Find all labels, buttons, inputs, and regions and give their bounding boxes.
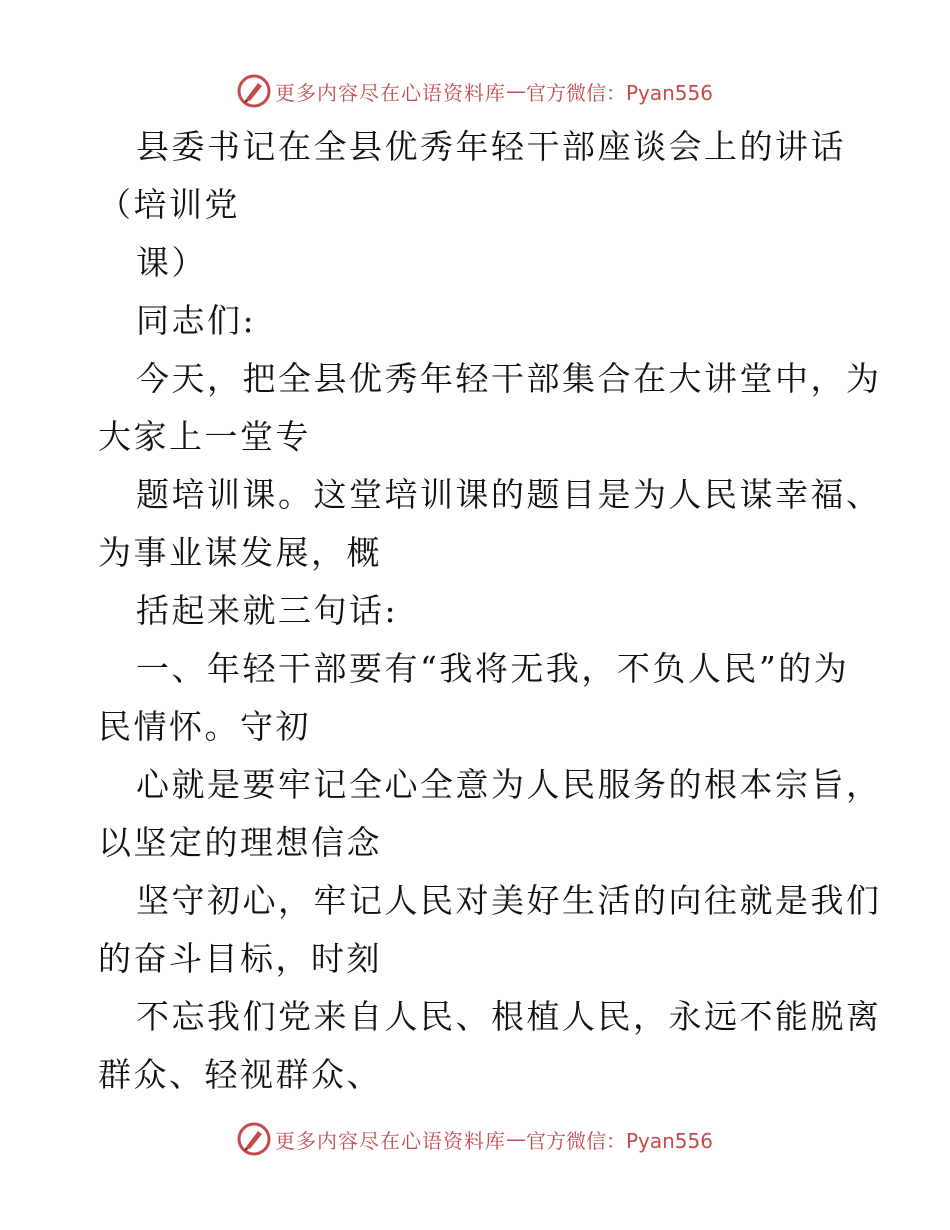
paragraph-line: 为事业谋发展，概 — [98, 533, 382, 572]
paragraph-line: 以坚定的理想信念 — [98, 823, 382, 862]
document-title: 县委书记在全县优秀年轻干部座谈会上的讲话 — [136, 127, 846, 166]
paragraph-line: 一、年轻干部要有“我将无我，不负人民”的为 — [136, 649, 850, 688]
banner-wechat: 官方微信：Pyan556 — [525, 1128, 713, 1153]
banner-separator: — — [505, 79, 526, 103]
paragraph-line: 坚守初心，牢记人民对美好生活的向往就是我们 — [136, 881, 882, 920]
paragraph-line: 的奋斗目标，时刻 — [98, 939, 382, 978]
paragraph-line: 括起来就三句话: — [136, 591, 399, 630]
red-pen-logo-icon — [237, 1122, 271, 1156]
paragraph-line: 心就是要牢记全心全意为人民服务的根本宗旨， — [136, 765, 882, 804]
document-title-cont: 课） — [136, 243, 207, 282]
paragraph-line: 群众、轻视群众、 — [98, 1055, 382, 1094]
footer-banner — [0, 1118, 950, 1160]
banner-text: 更多内容尽在心语资料库 — [274, 80, 506, 105]
banner-text: 更多内容尽在心语资料库 — [274, 1128, 506, 1153]
document-title-cont: （培训党 — [98, 185, 240, 224]
header-banner — [0, 70, 950, 112]
salutation: 同志们: — [136, 301, 257, 340]
paragraph-line: 今天，把全县优秀年轻干部集合在大讲堂中，为 — [136, 359, 882, 398]
banner-wechat: 官方微信：Pyan556 — [525, 80, 713, 105]
paragraph-line: 不忘我们党来自人民、根植人民，永远不能脱离 — [136, 997, 882, 1036]
banner-separator: — — [505, 1127, 526, 1151]
paragraph-line: 大家上一堂专 — [98, 417, 311, 456]
paragraph-line: 题培训课。这堂培训课的题目是为人民谋幸福、 — [136, 475, 882, 514]
document-body — [98, 118, 882, 1104]
red-pen-logo-icon — [237, 74, 271, 108]
paragraph-line: 民情怀。守初 — [98, 707, 311, 746]
